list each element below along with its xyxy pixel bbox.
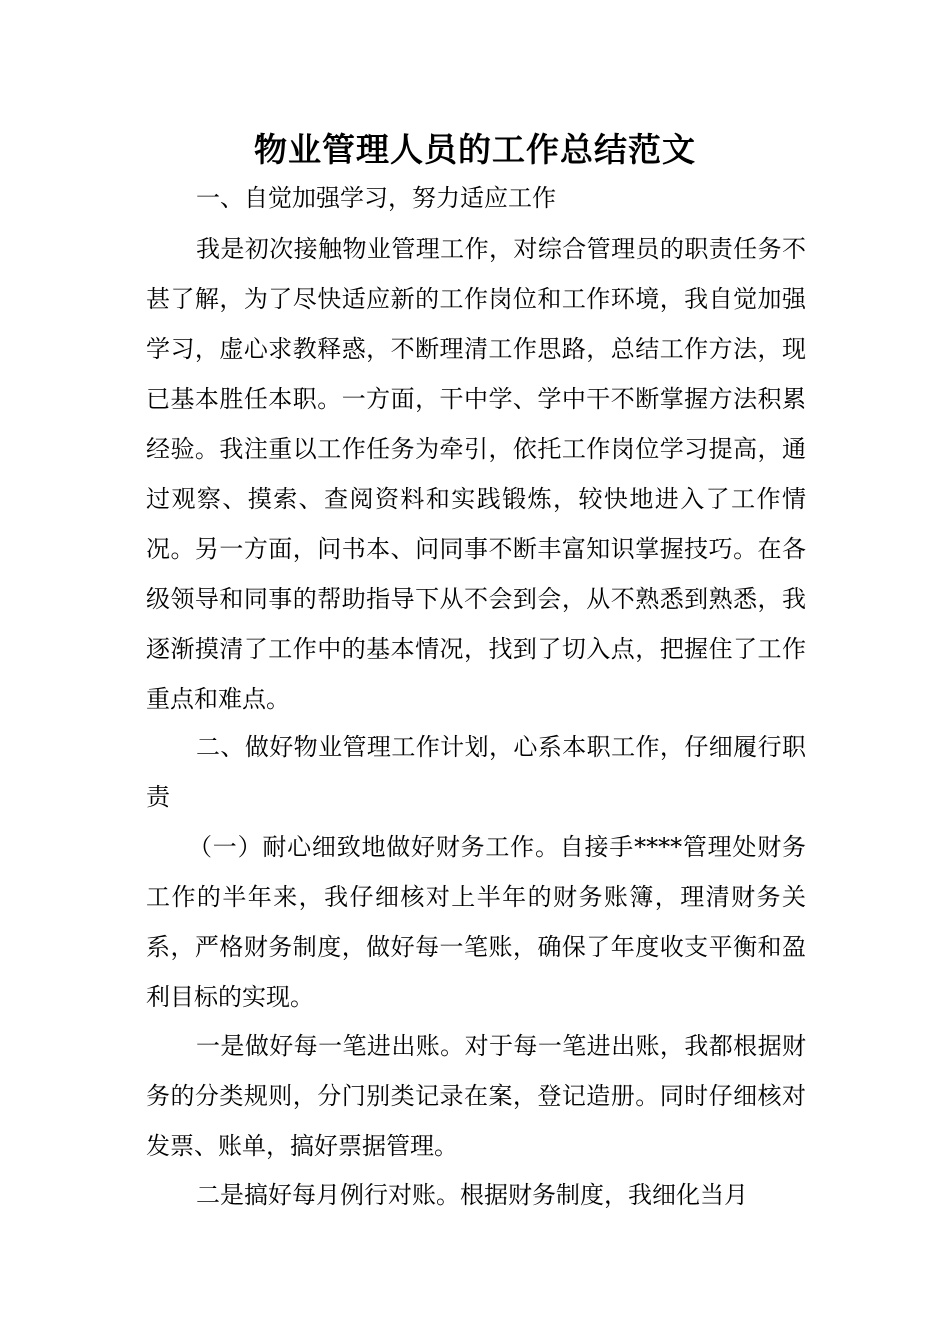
- paragraph-3: 一是做好每一笔进出账。对于每一笔进出账，我都根据财务的分类规则，分门别类记录在案，登记造册。同时仔细核对发票、账单，搞好票据管理。: [146, 1032, 806, 1160]
- section-heading-1: 一、自觉加强学习，努力适应工作: [196, 184, 556, 212]
- paragraph-2: （一）耐心细致地做好财务工作。自接手****管理处财务工作的半年来，我仔细核对上半年的财务账簿，理清财务关系，严格财务制度，做好每一笔账，确保了年度收支平衡和盈利目标的实现。: [146, 833, 806, 1011]
- paragraph-1: 我是初次接触物业管理工作，对综合管理员的职责任务不甚了解，为了尽快适应新的工作岗位和工作环境，我自觉加强学习，虚心求教释惑，不断理清工作思路，总结工作方法，现已基本胜任本职。一方面，干中学、学中干不断掌握方法积累经验。我注重以工作任务为牵引，依托工作岗位学习提高，通过观察、摸索、查阅资料和实践锻炼，较快地进入了工作情况。另一方面，问书本、问同事不断丰富知识掌握技巧。在各级领导和同事的帮助指导下从不会到会，从不熟悉到熟悉，我逐渐摸清了工作中的基本情况，找到了切入点，把握住了工作重点和难点。: [146, 235, 806, 713]
- paragraph-4: 二是搞好每月例行对账。根据财务制度，我细化当月: [196, 1181, 748, 1209]
- document-title: 物业管理人员的工作总结范文: [254, 130, 696, 169]
- section-heading-2: 二、做好物业管理工作计划，心系本职工作，仔细履行职责: [146, 733, 806, 811]
